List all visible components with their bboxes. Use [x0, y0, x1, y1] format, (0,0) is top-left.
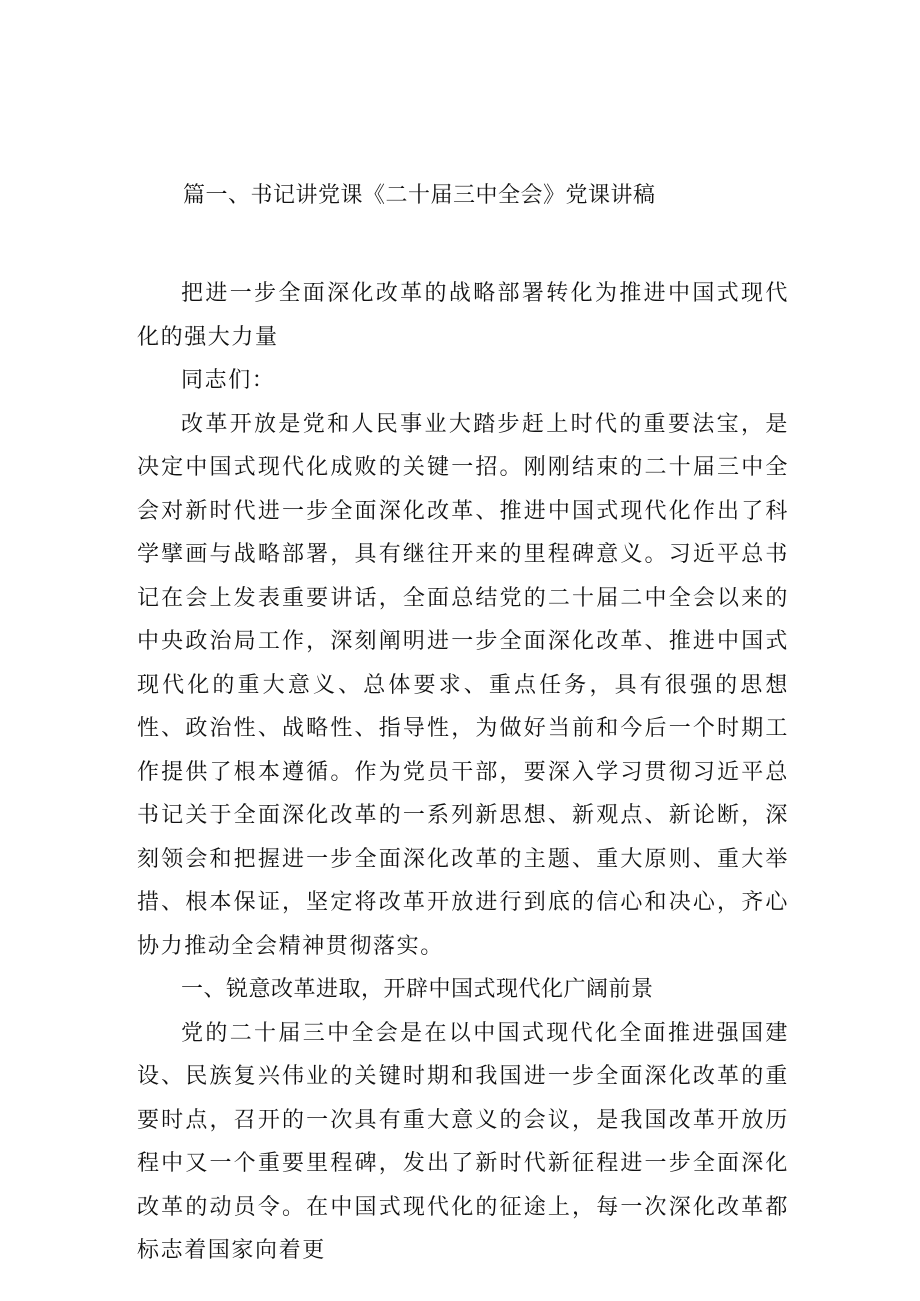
speech-subtitle: 把进一步全面深化改革的战略部署转化为推进中国式现代化的强大力量 — [137, 281, 789, 350]
salutation: 同志们： — [181, 368, 276, 393]
intro-paragraph: 改革开放是党和人民事业大踏步赶上时代的重要法宝，是决定中国式现代化成败的关键一招。刚刚结束的二十届三中全会对新时代进一步全面深化改革、推进中国式现代化作出了科学擘画与战略部署，具有继往开来的里程碑意义。习近平总书记在会上发表重要讲话，全面总结党的二十届二中全会以来的中央政治局工作，深刻阐明进一步全面深化改革、推进中国式现代化的重大意义、总体要求、重点任务，具有很强的思想性、政治性、战略性、指导性，为做好当前和今后一个时期工作提供了根本遵循。作为党员干部，要深入学习贯彻习近平总书记关于全面深化改革的一系列新思想、新观点、新论断，深刻领会和把握进一步全面深化改革的主题、重大原则、重大举措、根本保证，坚定将改革开放进行到底的信心和决心，齐心协力推动全会精神贯彻落实。 — [137, 411, 789, 959]
section-heading-1: 一、锐意改革进取，开辟中国式现代化广阔前景 — [181, 977, 654, 1002]
section-1-paragraph: 党的二十届三中全会是在以中国式现代化全面推进强国建设、民族复兴伟业的关键时期和我国进一步全面深化改革的重要时点，召开的一次具有重大意义的会议，是我国改革开放历程中又一个重要里程碑，发出了新时代新征程进一步全面深化改革的动员令。在中国式现代化的征途上，每一次深化改革都标志着国家向着更 — [137, 1020, 789, 1263]
document-title: 篇一、书记讲党课《二十届三中全会》党课讲稿 — [183, 183, 656, 208]
document-body — [137, 272, 789, 1273]
